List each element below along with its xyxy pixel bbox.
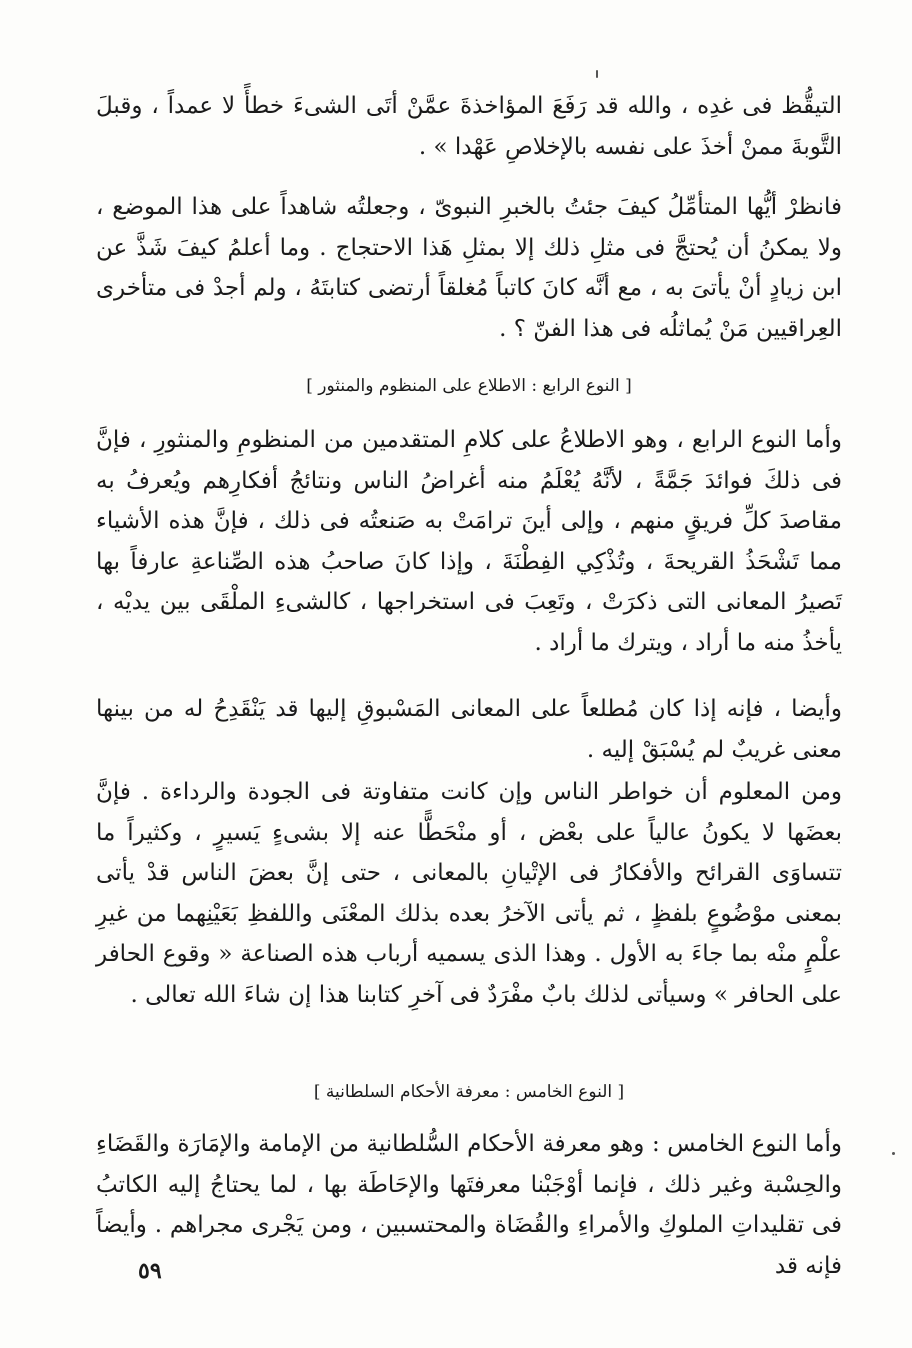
paragraph-continuation: التيقُّظ فى غدِه ، والله قد رَفَعَ المؤاخذةَ عمَّنْ أتَى الشىءَ خطأً لا عمداً ، وقبلَ التَّوبةَ ممنْ أخذَ على نفسه بالإخلاصِ عَهْدا » .: [96, 93, 842, 160]
paragraph-fifth-type: وأما النوع الخامس : وهو معرفة الأحكام السُّلطانية من الإمامة والإمَارَة والقَضَاءِ والحِسْبة وغير ذلك ، فإنما أوْجَبْنا معرفتَها والإحَاطَة بها ، لما يحتاجُ إليه الكاتبُ فى تقليداتِ الملوكِ والأمراءِ والقُضَاة والمحتسبين ، ومن يَجْرى مجراهم . وأيضاً فإنه قد: [96, 1131, 842, 1279]
paragraph-fourth-type: وأما النوع الرابع ، وهو الاطلاعُ على كلامِ المتقدمين من المنظومِ والمنثورِ ، فإنَّ فى ذلكَ فوائدَ جَمَّةً ، لأنَّهُ يُعْلَمُ منه أغراضُ الناس ونتائجُ أفكارِهم ويُعرفُ به مقاصدَ كلِّ فريقٍ منهم ، وإلى أينَ ترامَتْ به صَنعتُه فى ذلك ، فإنَّ هذه الأشياء مما تَشْحَذُ القريحةَ ، وتُذْكِي الفِطْنَةَ ، وإذا كانَ صاحبُ هذه الصِّناعةِ عارفاً بها تَصيرُ المعانى التى ذكرَتْ ، وتَعِبَ فى استخراجها ، كالشىءِ الملْقَى بين يديْه ، يأخذُ منه ما أراد ، ويترك ما أراد .: [96, 427, 842, 656]
section-heading-fourth-type: [ النوع الرابع : الاطلاع على المنظوم والمنثور ]: [306, 376, 632, 396]
paragraph-prophetic-report: فانظرْ أيُّها المتأمِّلُ كيفَ جئتُ بالخبرِ النبوىّ ، وجعلتُه شاهداً على هذا الموضع ، ولا يمكنُ أن يُحتجَّ فى مثلِ ذلك إلا بمثلِ هَذا الاحتجاج . وما أعلمُ كيفَ شَذَّ عن ابن زيادٍ أنْ يأتىَ به ، مع أنَّه كانَ كاتباً مُغلقاً أرتضى كتابتَهُ ، ولم أجدْ فى متأخرى العِراقيين مَنْ يُماثلُه فى هذا الفنّ ؟ .: [96, 194, 842, 342]
page-number: ٥٩: [138, 1258, 162, 1284]
scan-speck: [892, 1152, 895, 1155]
scan-speck: [596, 70, 598, 78]
paragraph-also: وأيضا ، فإنه إذا كان مُطلعاً على المعانى المَسْبوقِ إليها قد يَنْقَدِحُ له من بينها معنى غريبٌ لم يُسْبَقْ إليه .: [96, 696, 842, 763]
section-heading-fifth-type: [ النوع الخامس : معرفة الأحكام السلطانية ]: [313, 1082, 625, 1102]
paragraph-minds-of-people: ومن المعلوم أن خواطر الناس وإن كانت متفاوتة فى الجودة والرداءة . فإنَّ بعضَها لا يكونُ عالياً على بعْض ، أو منْحَطًّا عنه إلا بشىءٍ يَسيرٍ ، وكثيراً ما تتساوَى القرائح والأفكارُ فى الإتْيانِ بالمعانى ، حتى إنَّ بعضَ الناس قدْ يأتى بمعنى موْضُوعٍ بلفظٍ ، ثم يأتى الآخرُ بعده بذلك المعْنَى واللفظِ بَعَيْنِهما من غيرِ علْمٍ منْه بما جاءَ به الأول . وهذا الذى يسميه أرباب هذه الصناعة « وقوع الحافر على الحافر » وسيأتى لذلك بابٌ مفْرَدٌ فى آخرِ كتابنا هذا إن شاءَ الله تعالى .: [96, 779, 842, 1008]
